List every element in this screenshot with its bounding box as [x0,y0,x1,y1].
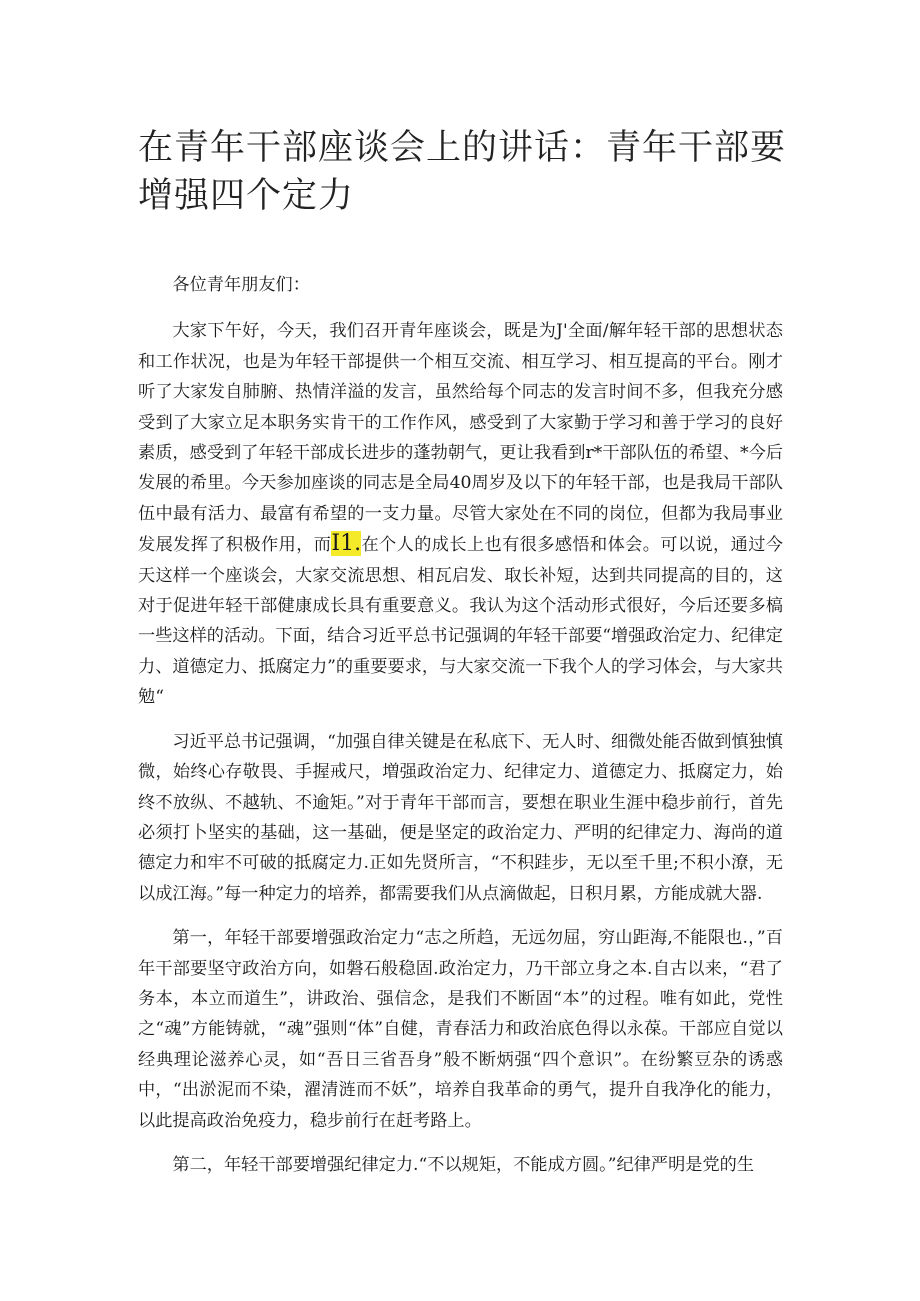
paragraph-1-text-a: 大家下午好，今天，我们召开青年座谈会，既是为J'全面/解年轻干部的思想状态和工作状况，也是为年轻干部提供一个相互交流、相互学习、相互提高的平台。刚才听了大家发自肺腑、热情洋溢的发言，虽然给每个同志的发言时间不多，但我充分感受到了大家立足本职务实肯干的工作作风，感受到了大家勤于学习和善于学习的良好素质，感受到了年轻干部成长进步的蓬勃朝气，更让我看到r*干部队伍的希望、*今后发展的希里。今天参加座谈的同志是全局40周岁及以下的年轻干部，也是我局干部队伍中最有活力、最富有希望的一支力量。尽管大家处在不同的岗位，但都为我局事业发展发挥了积极作用，而 [138,321,783,556]
paragraph-2: 习近平总书记强调，“加强自律关键是在私底下、无人时、细微处能否做到慎独慎微，始终心存敬畏、手握戒尺，増强政治定力、纪律定力、道德定力、抵腐定力，始终不放纵、不越轨、不逾矩。”对于青年干部而言，要想在职业生涯中稳步前行，首先必须打卜坚实的基础，这一基础，便是坚定的政治定力、严明的纪律定力、海尚的道德定力和牢不可破的抵腐定力.正如先贤所言，“不积跬步，无以至千里;不积小潦，无以成江海。”每一种定力的培养，都需要我们从点滴做起，日积月累，方能成就大器. [138,731,783,904]
paragraph-1-text-b: 在个人的成长上也有很多感悟和体会。可以说，通过今天这样一个座谈会，大家交流思想、相瓦启发、取长补短，达到共同提高的目的，这对于促进年轻干部健康成长具有重要意义。我认为这个活动形式很好，今后还要多槁一些这样的活动。下面，结合习近平总书记强调的年轻干部要“增强政治定力、纪律定力、道德定力、抵腐定力”的重要要求，与大家交流一下我个人的学习体会，与大家共勉“ [138,535,783,708]
paragraph-3: 第一，年轻干部要增强政治定力“志之所趋，无远勿屈，穷山距海,不能限也.，”百年干部要坚守政治方向，如磐石般稳固.政治定力，乃干部立身之本.自古以来，“君了务本，本立而道生”，讲政治、强信念，是我们不断固“本”的过程。唯有如此，党性之“魂”方能铸就，“魂”强则“体”自健，青春活力和政治底色得以永葆。干部应自觉以经典理论滋养心灵，如“吾日三省吾身”般不断炳强“四个意识”。在纷繁豆杂的诱惑中，“出淤泥而不染，濯清涟而不妖”，培养自我革命的勇气，提升自我净化的能力，以此提高政治免疫力，稳步前行在赶考路上。 [138,928,783,1131]
salutation: 各位青年朋友们： [172,275,310,295]
paragraph-1 [138,316,783,712]
document-body [138,270,783,1194]
document-title: 在青年干部座谈会上的讲话：青年干部要增强四个定力 [138,128,787,216]
highlighted-text: I1. [331,531,362,557]
paragraph-4: 第二，年轻干部要增强纪律定力.“不以规矩，不能成方圆。”纪律严明是党的生 [172,1154,755,1175]
